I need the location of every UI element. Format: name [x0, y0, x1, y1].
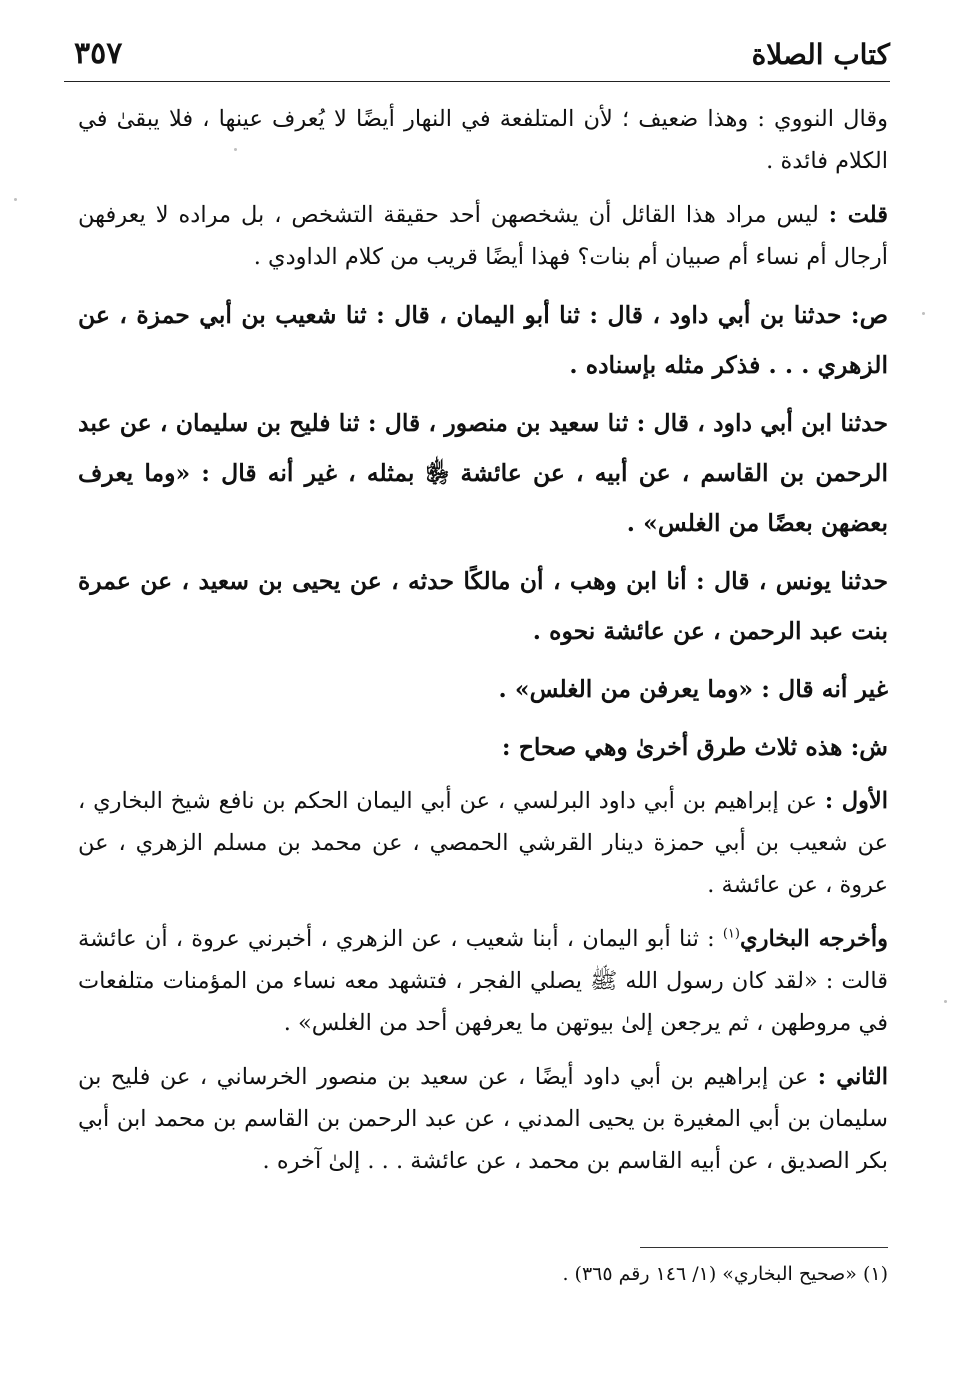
scan-speck: [234, 148, 237, 151]
paragraph-label: قلت :: [828, 202, 888, 228]
paragraph-first-route: [78, 780, 888, 906]
paragraph-isnad-3: [78, 556, 888, 656]
paragraph-nawawi: [78, 98, 888, 182]
page-body: [78, 98, 888, 1194]
paragraph-text: حدثنا يونس ، قال : أنا ابن وهب ، أن مالكًا حدثه ، عن يحيى بن سعيد ، عن عمرة بنت عبد الرحمن ، عن عائشة نحوه .: [78, 567, 888, 645]
paragraph-text: عن إبراهيم بن أبي داود البرلسي ، عن أبي اليمان الحكم بن نافع شيخ البخاري ، عن شعيب بن أبي حمزة دينار القرشي الحمصي ، عن محمد بن مسلم الزهري ، عن عروة ، عن عائشة .: [78, 788, 888, 898]
paragraph-text: عن إبراهيم بن أبي داود أيضًا ، عن سعيد بن منصور الخرساني ، عن فليح بن سليمان بن أبي المغيرة بن يحيى المدني ، عن عبد الرحمن بن القاسم بن محمد ابن أبي بكر الصديق ، عن أبيه القاسم بن محمد ، عن عائشة . . . إلىٰ آخره .: [78, 1064, 888, 1174]
scan-speck: [944, 1000, 947, 1003]
running-header: [64, 30, 890, 80]
paragraph-shin-commentary: [78, 722, 888, 772]
paragraph-label: الأول :: [824, 788, 888, 814]
paragraph-label: الثاني :: [817, 1064, 888, 1090]
paragraph-isnad-2: [78, 398, 888, 548]
footnote-text: (١) «صحيح البخاري» (١/ ١٤٦ رقم ٣٦٥) .: [562, 1263, 888, 1285]
footnote-divider: [640, 1247, 888, 1248]
page-number: ٣٥٧: [74, 36, 123, 71]
paragraph-text: ص: حدثنا بن أبي داود ، قال : ثنا أبو اليمان ، قال : ثنا شعيب بن أبي حمزة ، عن الزهري . . . فذكر مثله بإسناده .: [78, 301, 888, 379]
paragraph-text: ش: هذه ثلاث طرق أخرىٰ وهي صحاح :: [501, 733, 888, 761]
paragraph-text: : ثنا أبو اليمان ، أبنا شعيب ، عن الزهري ، أخبرني عروة ، أن عائشة قالت : «لقد كان رسول الله ﷺ يصلي الفجر ، فتشهد معه نساء من المؤمنات متلفعات في مروطهن ، ثم يرجعن إلىٰ بيوتهن ما يعرفهن أحد من الغلس» .: [78, 926, 888, 1036]
paragraph-text: غير أنه قال : «وما يعرفن من الغلس» .: [498, 675, 888, 703]
paragraph-isnad-3-variant: [78, 664, 888, 714]
paragraph-second-route: [78, 1056, 888, 1182]
header-divider: [64, 81, 890, 82]
footnote: [78, 1256, 888, 1292]
paragraph-qultu: [78, 194, 888, 278]
scan-speck: [922, 312, 925, 315]
paragraph-text: ليس مراد هذا القائل أن يشخصهن أحد حقيقة التشخص ، بل مراده لا يعرفهن أرجال أم نساء أم صبيان أم بنات؟ فهذا أيضًا قريب من كلام الداودي .: [78, 202, 888, 270]
paragraph-text: حدثنا ابن أبي داود ، قال : ثنا سعيد بن منصور ، قال : ثنا فليح بن سليمان ، عن عبد الرحمن بن القاسم ، عن أبيه ، عن عائشة ﵂ بمثله ، غير أنه قال : «وما يعرف بعضهن بعضًا من الغلس» .: [78, 409, 888, 537]
paragraph-label: وأخرجه البخاري: [739, 926, 888, 952]
footnote-reference[interactable]: (١): [722, 926, 740, 942]
scan-speck: [14, 198, 17, 201]
paragraph-sad-matn: [78, 290, 888, 390]
paragraph-bukhari: [78, 918, 888, 1044]
paragraph-text: وقال النووي : وهذا ضعيف ؛ لأن المتلفعة في النهار أيضًا لا يُعرف عينها ، فلا يبقىٰ في الكلام فائدة .: [78, 106, 888, 174]
book-title: كتاب الصلاة: [751, 38, 890, 71]
